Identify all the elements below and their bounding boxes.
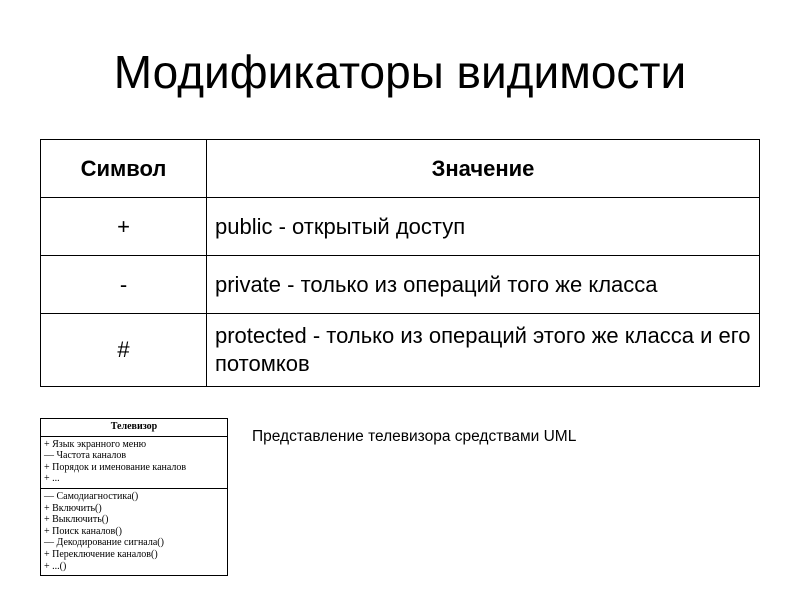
uml-attributes <box>41 437 227 488</box>
uml-operation: — Декодирование сигнала() <box>44 537 164 549</box>
row-meaning: public - открытый доступ <box>207 198 760 256</box>
row-symbol: # <box>41 314 207 387</box>
table-row <box>41 198 760 256</box>
header-symbol: Символ <box>41 140 207 198</box>
uml-attribute: — Частота каналов <box>44 450 127 462</box>
uml-attribute: + ... <box>44 473 60 485</box>
visibility-table <box>40 139 760 387</box>
uml-operations <box>41 488 227 575</box>
uml-operation: + Поиск каналов() <box>44 525 122 537</box>
table-row <box>41 256 760 314</box>
table-header-row <box>41 140 760 198</box>
uml-attribute: + Порядок и именование каналов <box>44 461 187 473</box>
uml-operation: + ...() <box>44 560 67 572</box>
row-symbol: - <box>41 256 207 314</box>
header-meaning: Значение <box>207 140 760 198</box>
uml-operation: + Выключить() <box>44 514 109 526</box>
uml-caption: Представление телевизора средствами UML <box>252 428 577 445</box>
slide-title: Модификаторы видимости <box>113 46 687 98</box>
uml-class-name: Телевизор <box>41 419 227 437</box>
table-row <box>41 314 760 387</box>
uml-operation: + Переключение каналов() <box>44 548 158 560</box>
uml-operation: — Самодиагностика() <box>44 490 139 502</box>
uml-class-diagram <box>40 418 228 576</box>
row-meaning: protected - только из операций этого же класса и его потомков <box>207 314 760 387</box>
row-meaning: private - только из операций того же класса <box>207 256 760 314</box>
uml-attribute: + Язык экранного меню <box>44 438 147 450</box>
uml-operation: + Включить() <box>44 502 102 514</box>
row-symbol: + <box>41 198 207 256</box>
